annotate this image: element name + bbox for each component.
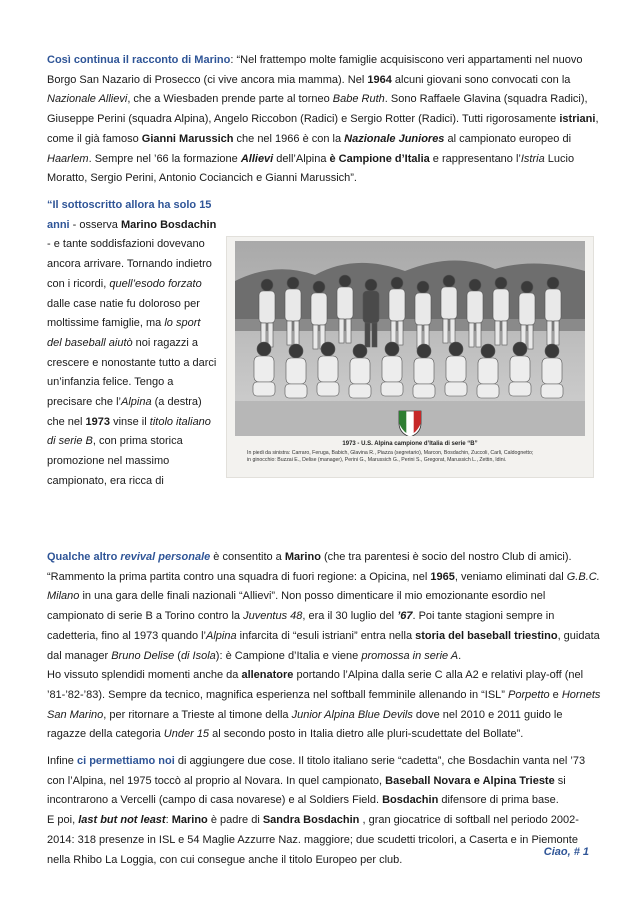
paragraph-closing: Infine ci permettiamo noi di aggiungere due cose. Il titolo italiano serie “cadetta”, che Bosdachin vanta nel ’73 con l’Alpina, nel 1975 toccò al proprio al Novara. In quel campionato, Baseball Novara e Alpina Trieste si incontrarono a Vercelli (campo di casa novarese) e al Soldiers Field. Bosdachin difensore di prima base. E poi, last but not least: Marino è padre di Sandra Bosdachin , gran giocatrice di softball nel periodo 2002-2014: 318 presenze in ISL e 54 Maglie Azzurre Naz. maggiore; due scudetti tricolori, a Caserta e in Piemonte nella Rhibo La Loggia, con cui consegue anche il titolo Europeo per club. (47, 755, 586, 866)
signature: Ciao, # 1 (543, 846, 589, 858)
quote-lead-in: “Il sottoscritto allora ha solo 15 anni (47, 199, 212, 231)
photo-caption-text: In piedi da sinistra: Carraro, Feruga, Babich, Glavina R., Piazza (segretario), Marcon, Bosdachin, Zuccoli, Carli, Caldognetto; in ginocchio: Buzzai E., Delise (manager), Perini G., Marussich G., Perini S., Gregorat, Marussich L., Zettin, Idini. (247, 450, 534, 463)
lead-in: Così continua il racconto di Marino (47, 54, 231, 66)
team-photo-figure (226, 236, 594, 478)
paragraph-revival: Qualche altro revival personale è consentito a Marino (che tra parentesi è socio del nostro Club di amici). “Rammento la prima partita contro una squadra di fuori regione: a Opicina, nel 1965, veniamo eliminati dal G.B.C. Milano in una gara delle finali nazionali “Allievi”. Non posso dimenticare il mio emozionante esordio nel campionato di serie B a Torino contro la Juventus 48, era il 30 luglio del ’67. Poi tante stagioni sempre in cadetteria, fino al 1973 quando l’Alpina infarcita di “esuli istriani” entra nella storia del baseball triestino, guidata dal manager Bruno Delise (di Isola): è Campione d’Italia e viene promossa in serie A. Ho vissuto splendidi momenti anche da allenatore portando l’Alpina dalla serie C alla A2 e relativi play-off (nel ’81-’82-’83). Sempre da tecnico, magnifica esperienza nel softball femminile allenando in “ISL” Porpetto e Hornets San Marino, per ritornare a Trieste al timone della Junior Alpina Blue Devils dove nel 2010 e 2011 guido le ragazze della categoria Under 15 al secondo posto in Italia dietro alle pluri-scudettate del Bollate”. (47, 551, 601, 741)
paragraph-quote: “Il sottoscritto allora ha solo 15 anni - osserva Marino Bosdachin - e tante soddisfazioni dovevano ancora arrivare. Tornando indietro con i ricordi, quell’esodo forzato dalle case natie fu doloroso per moltissime famiglie, ma lo sport del baseball aiutò noi ragazzi a crescere e nonostante tutto a darci un’infanzia felice. Tengo a precisare che l’Alpina (a destra) che nel 1973 vinse il titolo italiano di serie B, con prima storica promozione nel massimo campionato, era ricca di (47, 199, 217, 487)
photo-caption-title: 1973 - U.S. Alpina campione d’Italia di serie “B” (342, 441, 478, 447)
paragraph-intro: Così continua il racconto di Marino: “Nel frattempo molte famiglie acquisiscono veri appartamenti nel nuovo Borgo San Nazario di Prosecco (ci vive ancora mia mamma). Nel 1964 alcuni giovani sono convocati con la Nazionale Allievi, che a Wiesbaden prende parte al torneo Babe Ruth. Sono Raffaele Glavina (squadra Radici), Giuseppe Perini (squadra Alpina), Angelo Riccobon (Radici) e Sergio Rotter (Radici). Tutti rigorosamente istriani, come il già famoso Gianni Marussich che nel 1966 è con la Nazionale Juniores al campionato europeo di Haarlem. Sempre nel ’66 la formazione Allievi dell’Alpina è Campione d’Italia e rappresentano l’Istria Lucio Moratto, Sergio Perini, Antonio Cociancich e Gianni Marussich”. (47, 54, 599, 185)
team-photo (235, 241, 585, 436)
italian-shield-icon (399, 411, 421, 436)
